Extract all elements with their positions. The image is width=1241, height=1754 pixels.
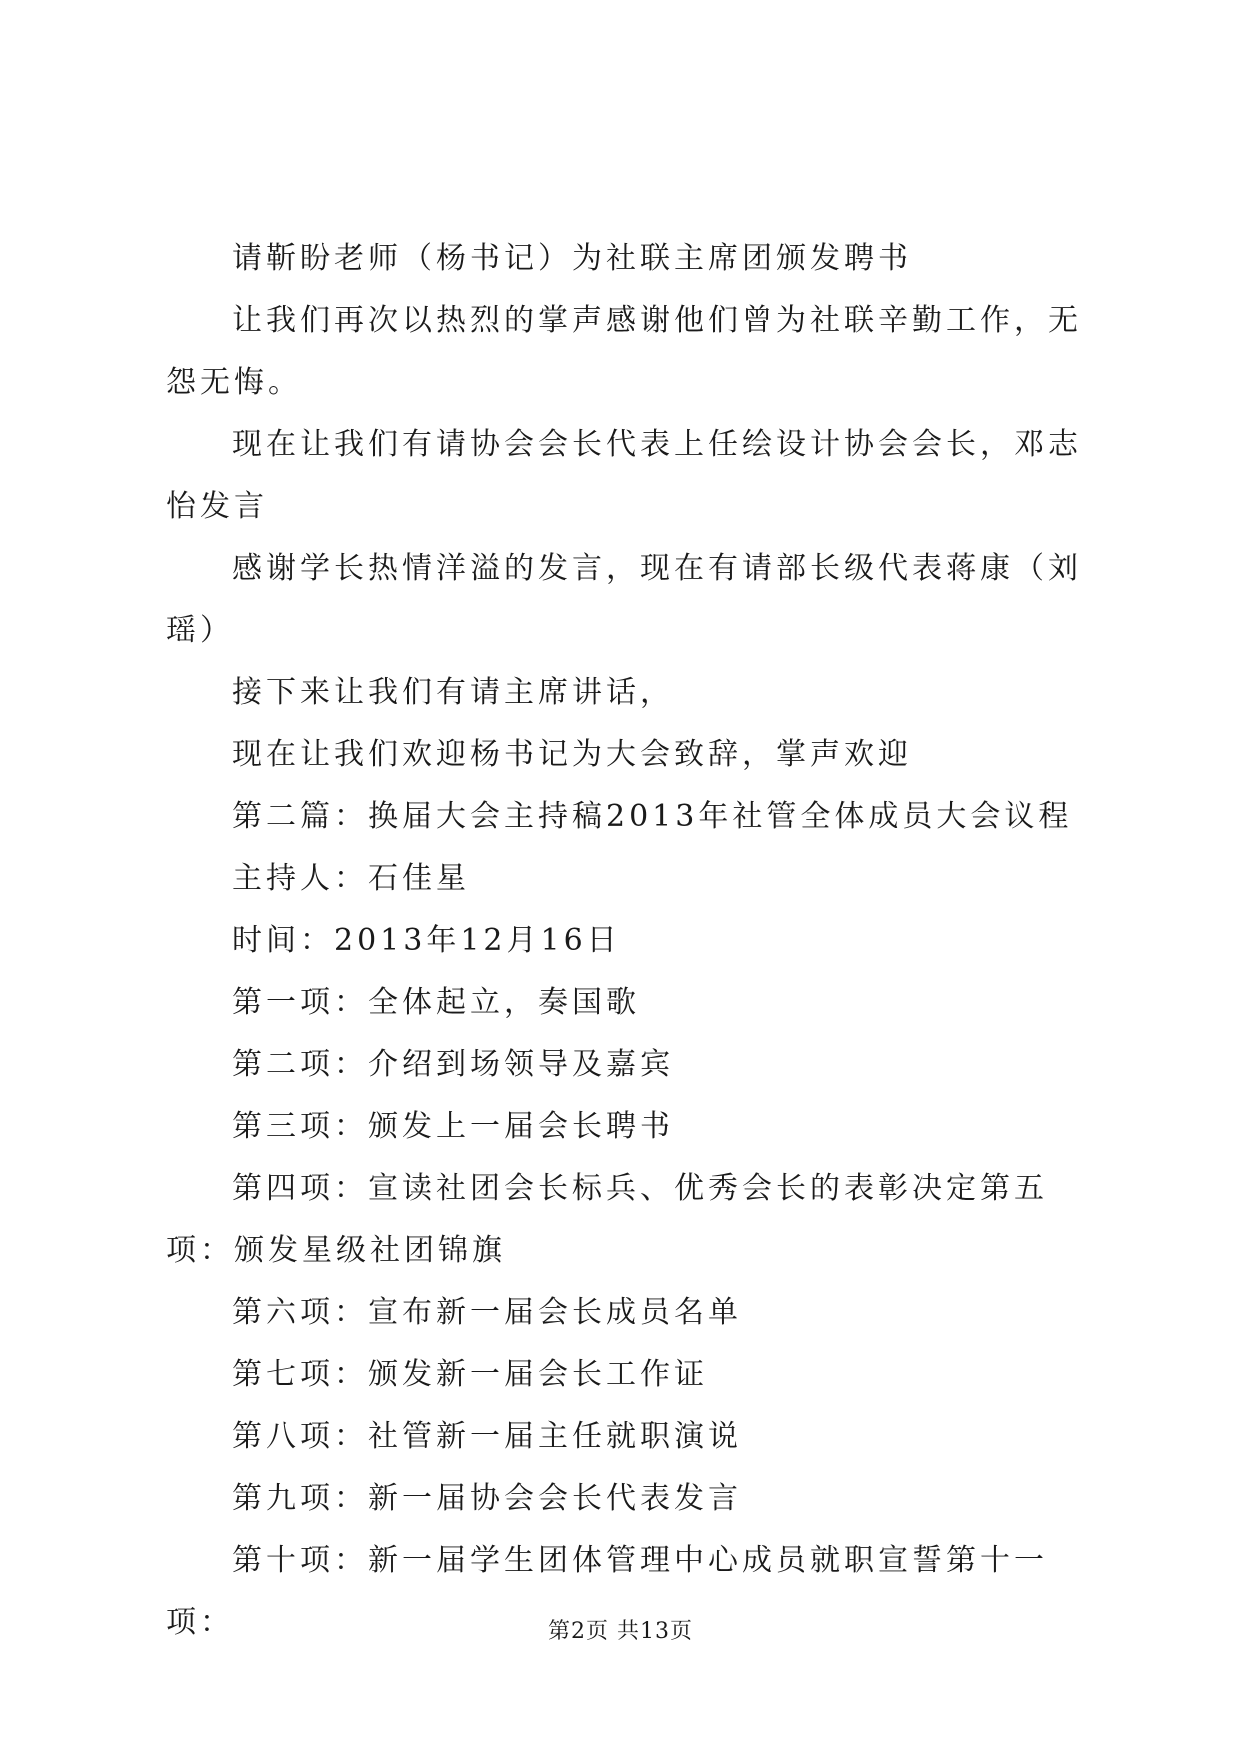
- paragraph: 第四项：宣读社团会长标兵、优秀会长的表彰决定第五项：颁发星级社团锦旗: [166, 1171, 1048, 1268]
- paragraph: 接下来让我们有请主席讲话，: [232, 675, 674, 710]
- paragraph: 让我们再次以热烈的掌声感谢他们曾为社联辛勤工作，无怨无悔。: [166, 303, 1082, 400]
- paragraph: 第六项：宣布新一届会长成员名单: [232, 1295, 742, 1330]
- paragraph: 第一项：全体起立，奏国歌: [232, 985, 640, 1020]
- paragraph: 第九项：新一届协会会长代表发言: [232, 1481, 742, 1516]
- paragraph: 感谢学长热情洋溢的发言，现在有请部长级代表蒋康（刘瑶）: [166, 551, 1082, 648]
- page-number-footer: 第2页 共13页: [548, 1619, 693, 1644]
- paragraph: 时间：2013年12月16日: [232, 923, 621, 958]
- paragraph: 现在让我们欢迎杨书记为大会致辞，掌声欢迎: [232, 737, 912, 772]
- paragraph: 第十项：新一届学生团体管理中心成员就职宣誓第十一项：: [166, 1543, 1048, 1640]
- paragraph: 现在让我们有请协会会长代表上任绘设计协会会长，邓志怡发言: [166, 427, 1082, 524]
- paragraph: 第八项：社管新一届主任就职演说: [232, 1419, 742, 1454]
- paragraph: 请靳盼老师（杨书记）为社联主席团颁发聘书: [232, 241, 912, 276]
- paragraph: 第二项：介绍到场领导及嘉宾: [232, 1047, 674, 1082]
- document-body: [166, 228, 1098, 1654]
- paragraph: 第七项：颁发新一届会长工作证: [232, 1357, 708, 1392]
- paragraph: 第二篇：换届大会主持稿2013年社管全体成员大会议程: [232, 799, 1073, 834]
- paragraph: 主持人：石佳星: [232, 861, 470, 896]
- paragraph: 第三项：颁发上一届会长聘书: [232, 1109, 674, 1144]
